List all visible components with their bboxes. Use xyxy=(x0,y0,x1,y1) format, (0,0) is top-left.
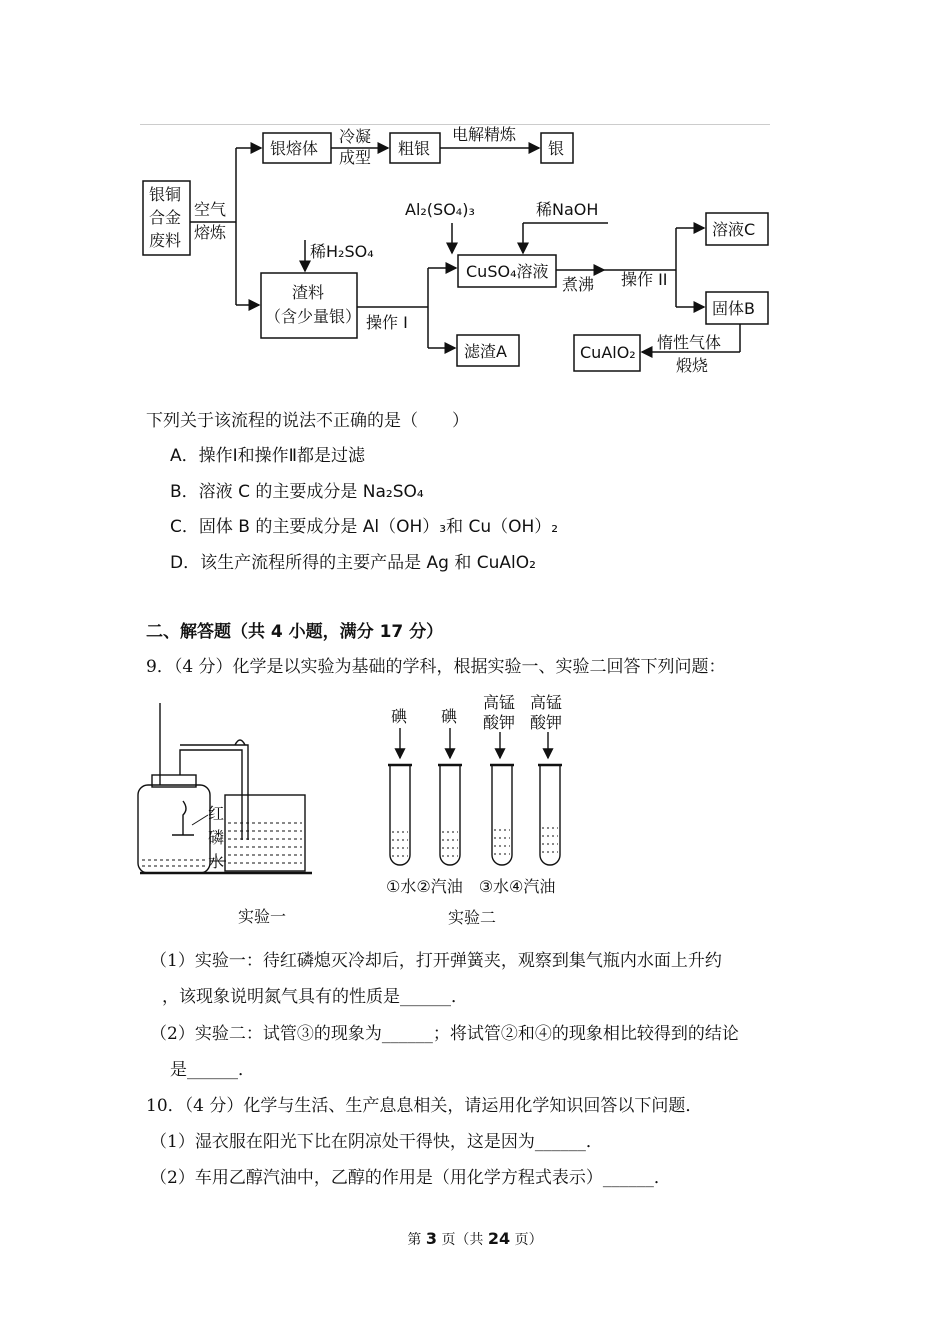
exp2-tube-labels: ①水②汽油 ③水④汽油 xyxy=(386,877,556,896)
footer-prefix: 第 xyxy=(407,1232,422,1248)
naoh-label: 稀NaOH xyxy=(536,200,599,219)
h2so4-label: 稀H₂SO₄ xyxy=(310,242,374,261)
exp2-iodine-1: 碘 xyxy=(391,707,408,726)
exp1-caption: 实验一 xyxy=(238,907,287,926)
exp1-label-phosphorus: 磷 xyxy=(208,828,225,847)
solid-b: 固体B xyxy=(712,299,755,318)
page-footer xyxy=(0,1229,950,1250)
inert-gas-label: 惰性气体 xyxy=(657,333,722,352)
cond-label2: 成型 xyxy=(339,148,372,167)
exp2-kmno4-3a: 高锰 xyxy=(483,693,516,712)
solution-c: 溶液C xyxy=(712,220,756,239)
al2so4-label: Al₂(SO₄)₃ xyxy=(405,200,475,219)
q9-stem: 9．（4 分）化学是以实验为基础的学科，根据实验一、实验二回答下列问题： xyxy=(146,657,726,677)
experiment-1-figure xyxy=(130,695,330,935)
electrolysis-label: 电解精炼 xyxy=(452,125,517,144)
silver-melt: 银熔体 xyxy=(270,139,319,158)
exp1-label-water: 水 xyxy=(208,852,225,871)
residue-a: 滤渣A xyxy=(464,342,507,361)
q8-option-d[interactable]: D．该生产流程所得的主要产品是 Ag 和 CuAlO₂ xyxy=(170,553,536,573)
q9-part2-line1: （2）实验二：试管③的现象为______；将试管②和④的现象相比较得到的结论 xyxy=(150,1024,739,1044)
slag-line1: 渣料 xyxy=(292,283,325,302)
source-line3: 废料 xyxy=(149,231,182,250)
q8-option-c[interactable]: C．固体 B 的主要成分是 Al（OH）₃和 Cu（OH）₂ xyxy=(170,517,559,537)
q10-stem: 10．（4 分）化学与生活、生产息息相关，请运用化学知识回答以下问题． xyxy=(146,1096,703,1116)
section-heading: 二、解答题（共 4 小题，满分 17 分） xyxy=(146,622,444,642)
exp2-kmno4-4a: 高锰 xyxy=(530,693,563,712)
op1-label: 操作 I xyxy=(366,313,408,332)
slag-line2: （含少量银） xyxy=(265,307,362,326)
q8-option-b[interactable]: B．溶液 C 的主要成分是 Na₂SO₄ xyxy=(170,482,424,502)
cuso4-solution: CuSO₄溶液 xyxy=(466,262,549,281)
footer-suffix: 页） xyxy=(514,1232,543,1248)
experiment-2-figure xyxy=(380,690,590,935)
page-total: 24 xyxy=(487,1229,511,1248)
smelt-label: 熔炼 xyxy=(194,223,227,242)
q9-part1-line2: ，该现象说明氮气具有的性质是______． xyxy=(162,987,468,1007)
cond-label1: 冷凝 xyxy=(339,127,372,146)
exp1-label-red: 红 xyxy=(208,804,225,823)
cualo2-product: CuAlO₂ xyxy=(580,343,636,362)
silver-product: 银 xyxy=(548,139,565,158)
q10-part2: （2）车用乙醇汽油中，乙醇的作用是（用化学方程式表示）______． xyxy=(150,1168,671,1188)
page-number: 3 xyxy=(425,1229,437,1248)
exp2-kmno4-3b: 酸钾 xyxy=(483,713,516,732)
q9-part1-line1: （1）实验一：待红磷熄灭冷却后，打开弹簧夹，观察到集气瓶内水面上升约 xyxy=(150,951,722,971)
crude-silver: 粗银 xyxy=(398,139,431,158)
boil-label: 煮沸 xyxy=(562,275,595,294)
source-line2: 合金 xyxy=(149,208,182,227)
q8-option-a[interactable]: A．操作Ⅰ和操作Ⅱ都是过滤 xyxy=(170,446,366,466)
flowchart xyxy=(0,0,950,390)
q8-stem: 下列关于该流程的说法不正确的是（ ） xyxy=(146,411,469,431)
footer-middle: 页（共 xyxy=(441,1232,484,1248)
q9-part2-line2: 是______． xyxy=(170,1060,255,1080)
calcine-label: 煅烧 xyxy=(676,356,709,375)
exp2-caption: 实验二 xyxy=(448,908,497,927)
exp2-kmno4-4b: 酸钾 xyxy=(530,713,563,732)
op2-label: 操作 II xyxy=(621,270,668,289)
exp2-iodine-2: 碘 xyxy=(441,707,458,726)
air-label: 空气 xyxy=(194,200,227,219)
source-line1: 银铜 xyxy=(149,185,182,204)
q10-part1: （1）湿衣服在阳光下比在阴凉处干得快，这是因为______． xyxy=(150,1132,603,1152)
